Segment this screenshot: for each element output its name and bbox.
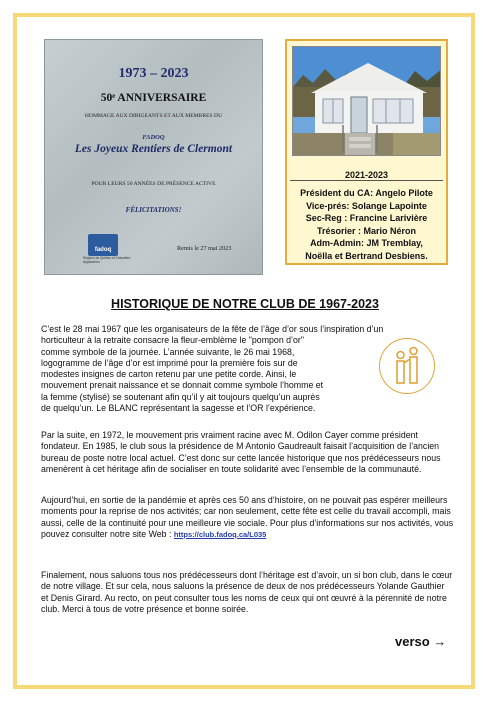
board-role: Président du CA: Angelo Pilote	[300, 188, 433, 198]
board-role: Trésorier : Mario Néron	[316, 225, 417, 236]
paragraph-3	[41, 495, 456, 540]
plaque-anniversary: 50ᵉ ANNIVERSAIRE	[100, 92, 207, 104]
club-website-link[interactable]: https://club.fadoq.ca/L035	[173, 529, 267, 539]
board-role: Vice-prés: Solange Lapointe	[306, 200, 427, 211]
paragraph-line: comme symbole de la journée. L’année suivante, le 26 mai 1968,	[41, 346, 295, 357]
paragraph-line: mouvement prenait naissance et se donnait comme symbole l’homme et	[41, 380, 324, 391]
paragraph-line: horticulteur à la retraite consacre la fleur-emblème le "pompon d’or"	[41, 335, 304, 346]
plaque-club-name: Les Joyeux Rentiers de Clermont	[74, 143, 233, 155]
paragraph-line: logogramme de l’âge d’or est imprimé pour la première fois sur de	[41, 357, 298, 368]
board-year: 2021-2023	[344, 170, 389, 180]
golden-age-emblem-icon	[379, 338, 435, 394]
paragraph-line: modestes insignes de carton retenu par une petite corde. Ainsi, le	[41, 369, 297, 380]
plaque-felicitations: FÉLICITATIONS!	[125, 206, 182, 214]
paragraph-2: Par la suite, en 1972, le mouvement pris vraiment racine avec M. Odilon Cayer comme président fondateur. En 1985, le club sous la présidence de M Antonio Gaudreault faisait l’acquisition de l’ancien bureau de poste notre local actuel. C’est donc sur cette lancée historique que nos prédécesseurs nous amenèrent à cet héritage afin de socialiser en toute solidarité avec l’ensemble de la communauté.	[41, 430, 441, 474]
plaque-region: Régions de Québec et Chaudière-Appalaches	[83, 256, 132, 264]
clubhouse-illustration	[293, 47, 441, 156]
page-title: HISTORIQUE DE NOTRE CLUB DE 1967-2023	[111, 297, 379, 311]
plaque-hommage: HOMMAGE AUX DIRIGEANTS ET AUX MEMBRES DU	[84, 113, 223, 119]
plaque-years: 1973 – 2023	[118, 66, 189, 81]
divider	[290, 180, 443, 181]
board-role: Noëlla et Bertrand Desbiens.	[305, 250, 428, 261]
paragraph-line: la femme (stylisé) se soutenant afin qu’il y ait toujours quelqu’un auprès	[41, 391, 320, 402]
anniversary-plaque-image	[44, 39, 263, 275]
plaque-pour: POUR LEURS 50 ANNÉES DE PRÉSENCE ACTIVE	[91, 181, 216, 187]
plaque-remis: Remis le 27 mai 2023	[177, 245, 232, 252]
fadoq-logo	[88, 234, 118, 256]
paragraph-line: de quelqu’un. Le BLANC représentant la sagesse et l’OR l’expérience.	[41, 403, 316, 414]
board-info-box	[285, 39, 448, 265]
paragraph-line: C’est le 28 mai 1967 que les organisateurs de la fête de l’âge d’or sous l’inspiration d’un	[41, 324, 384, 334]
board-role: Adm-Admin: JM Tremblay,	[310, 238, 423, 249]
paragraph-text: Aujourd’hui, en sortie de la pandémie et après ces 50 ans d’histoire, on ne pouvait pas espérer meilleurs moments pour la reprise de nos activités; car non seulement, cette fête est celle du travail accompli, mais aussi, celle de la continuité pour une meilleure vie sociale. Pour plus d’informations sur nos activités, vous pouvez consulter notre site Web :	[41, 495, 454, 539]
paragraph-4: Finalement, nous saluons tous nos prédécesseurs dont l’héritage est d’avoir, un si bon club, dans le cœur de notre village. Et sur cela, nous saluons la présence de deux de nos prédécesseurs Yolande Gauthier et Denis Girard. Au recto, on peut consulter tous les noms de ceux qui ont œuvré à la pérennité de notre club. Merci à tous de votre présence et bonne soirée.	[41, 570, 453, 614]
plaque-org: FADOQ	[142, 134, 165, 141]
fadoq-logo-text: fadoq	[94, 247, 112, 253]
board-roles	[289, 187, 444, 263]
board-role: Sec-Reg : Francine Larivière	[305, 213, 428, 224]
verso-link[interactable]: verso →	[395, 634, 447, 649]
clubhouse-photo	[292, 46, 441, 156]
